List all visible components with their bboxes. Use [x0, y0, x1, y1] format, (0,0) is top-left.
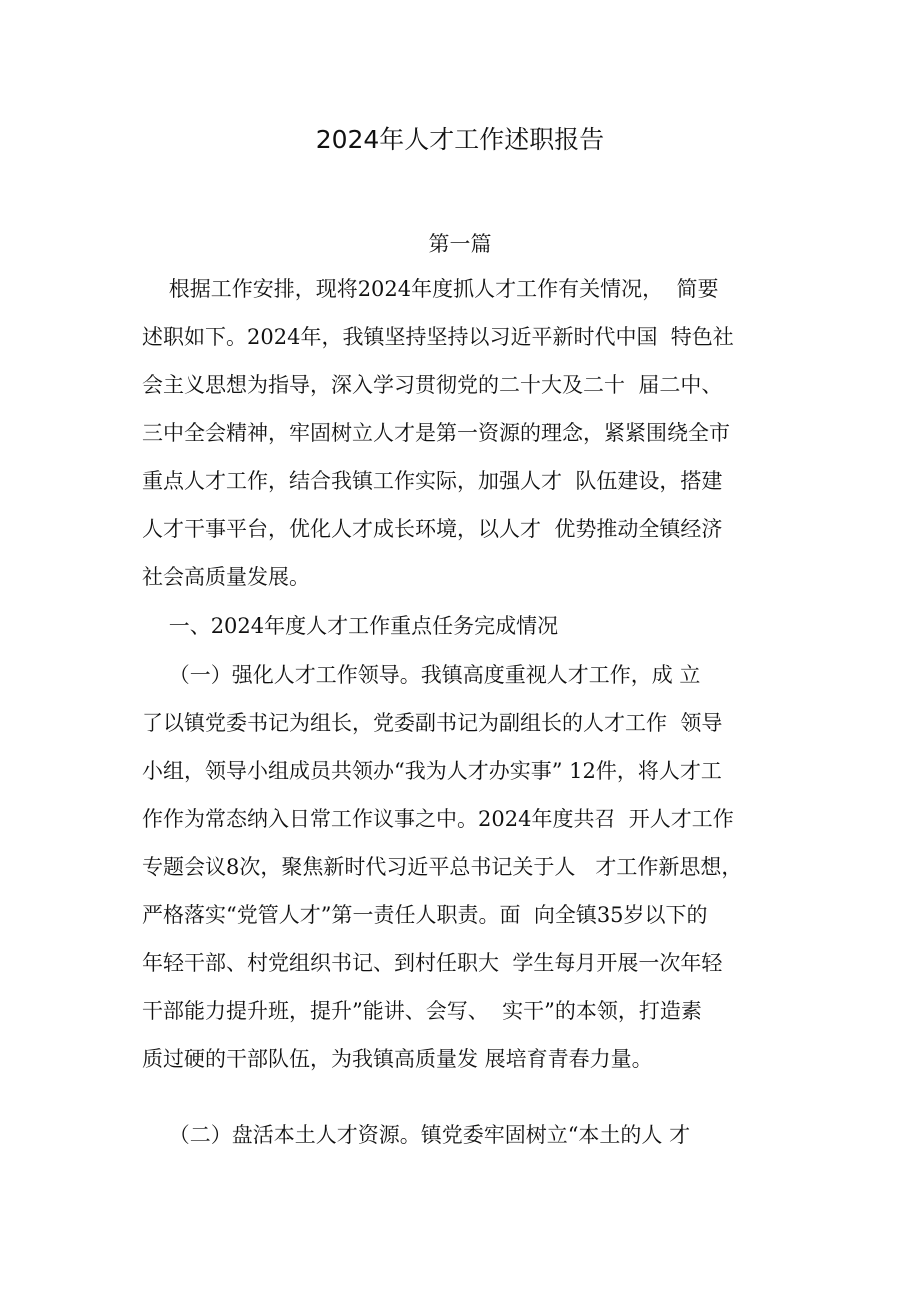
section-subheading: 第一篇: [428, 232, 492, 256]
body-line: 根据工作安排，现将2024年度抓人才工作有关情况， 简要: [142, 277, 719, 301]
body-line: 了以镇党委书记为组长，党委副书记为副组长的人才工作 领导: [142, 711, 723, 735]
body-line: 作作为常态纳入日常工作议事之中。2024年度共召 开人才工作: [142, 807, 734, 831]
body-line: 严格落实“党管人才”第一责任人职责。面 向全镇35岁以下的: [142, 903, 708, 927]
body-line: （一）强化人才工作领导。我镇高度重视人才工作，成 立: [142, 663, 701, 687]
body-line: 专题会议8次，聚焦新时代习近平总书记关于人 才工作新思想，: [142, 855, 743, 879]
body-line: 干部能力提升班，提升”能讲、会写、 实干”的本领，打造素: [142, 999, 702, 1023]
section-heading: 一、2024年度人才工作重点任务完成情况: [142, 614, 559, 638]
body-line: 年轻干部、村党组织书记、到村任职大 学生每月开展一次年轻: [142, 951, 723, 975]
body-line: 述职如下。2024年，我镇坚持坚持以习近平新时代中国 特色社: [142, 325, 734, 349]
body-line: 小组，领导小组成员共领办“我为人才办实事” 12件，将人才工: [142, 759, 722, 783]
body-line: 人才干事平台，优化人才成长环境，以人才 优势推动全镇经济: [142, 517, 723, 541]
body-line: 三中全会精神，牢固树立人才是第一资源的理念，紧紧围绕全市: [142, 421, 730, 445]
body-line: 社会高质量发展。: [142, 565, 310, 589]
body-line: （二）盘活本土人才资源。镇党委牢固树立“本土的人 才: [142, 1123, 691, 1147]
body-line: 会主义思想为指导，深入学习贯彻党的二十大及二十 届二中、: [142, 373, 723, 397]
body-line: 重点人才工作，结合我镇工作实际，加强人才 队伍建设，搭建: [142, 469, 723, 493]
body-line: 质过硬的干部队伍，为我镇高质量发 展培育青春力量。: [142, 1047, 653, 1071]
document-title: 2024年人才工作述职报告: [315, 125, 605, 154]
